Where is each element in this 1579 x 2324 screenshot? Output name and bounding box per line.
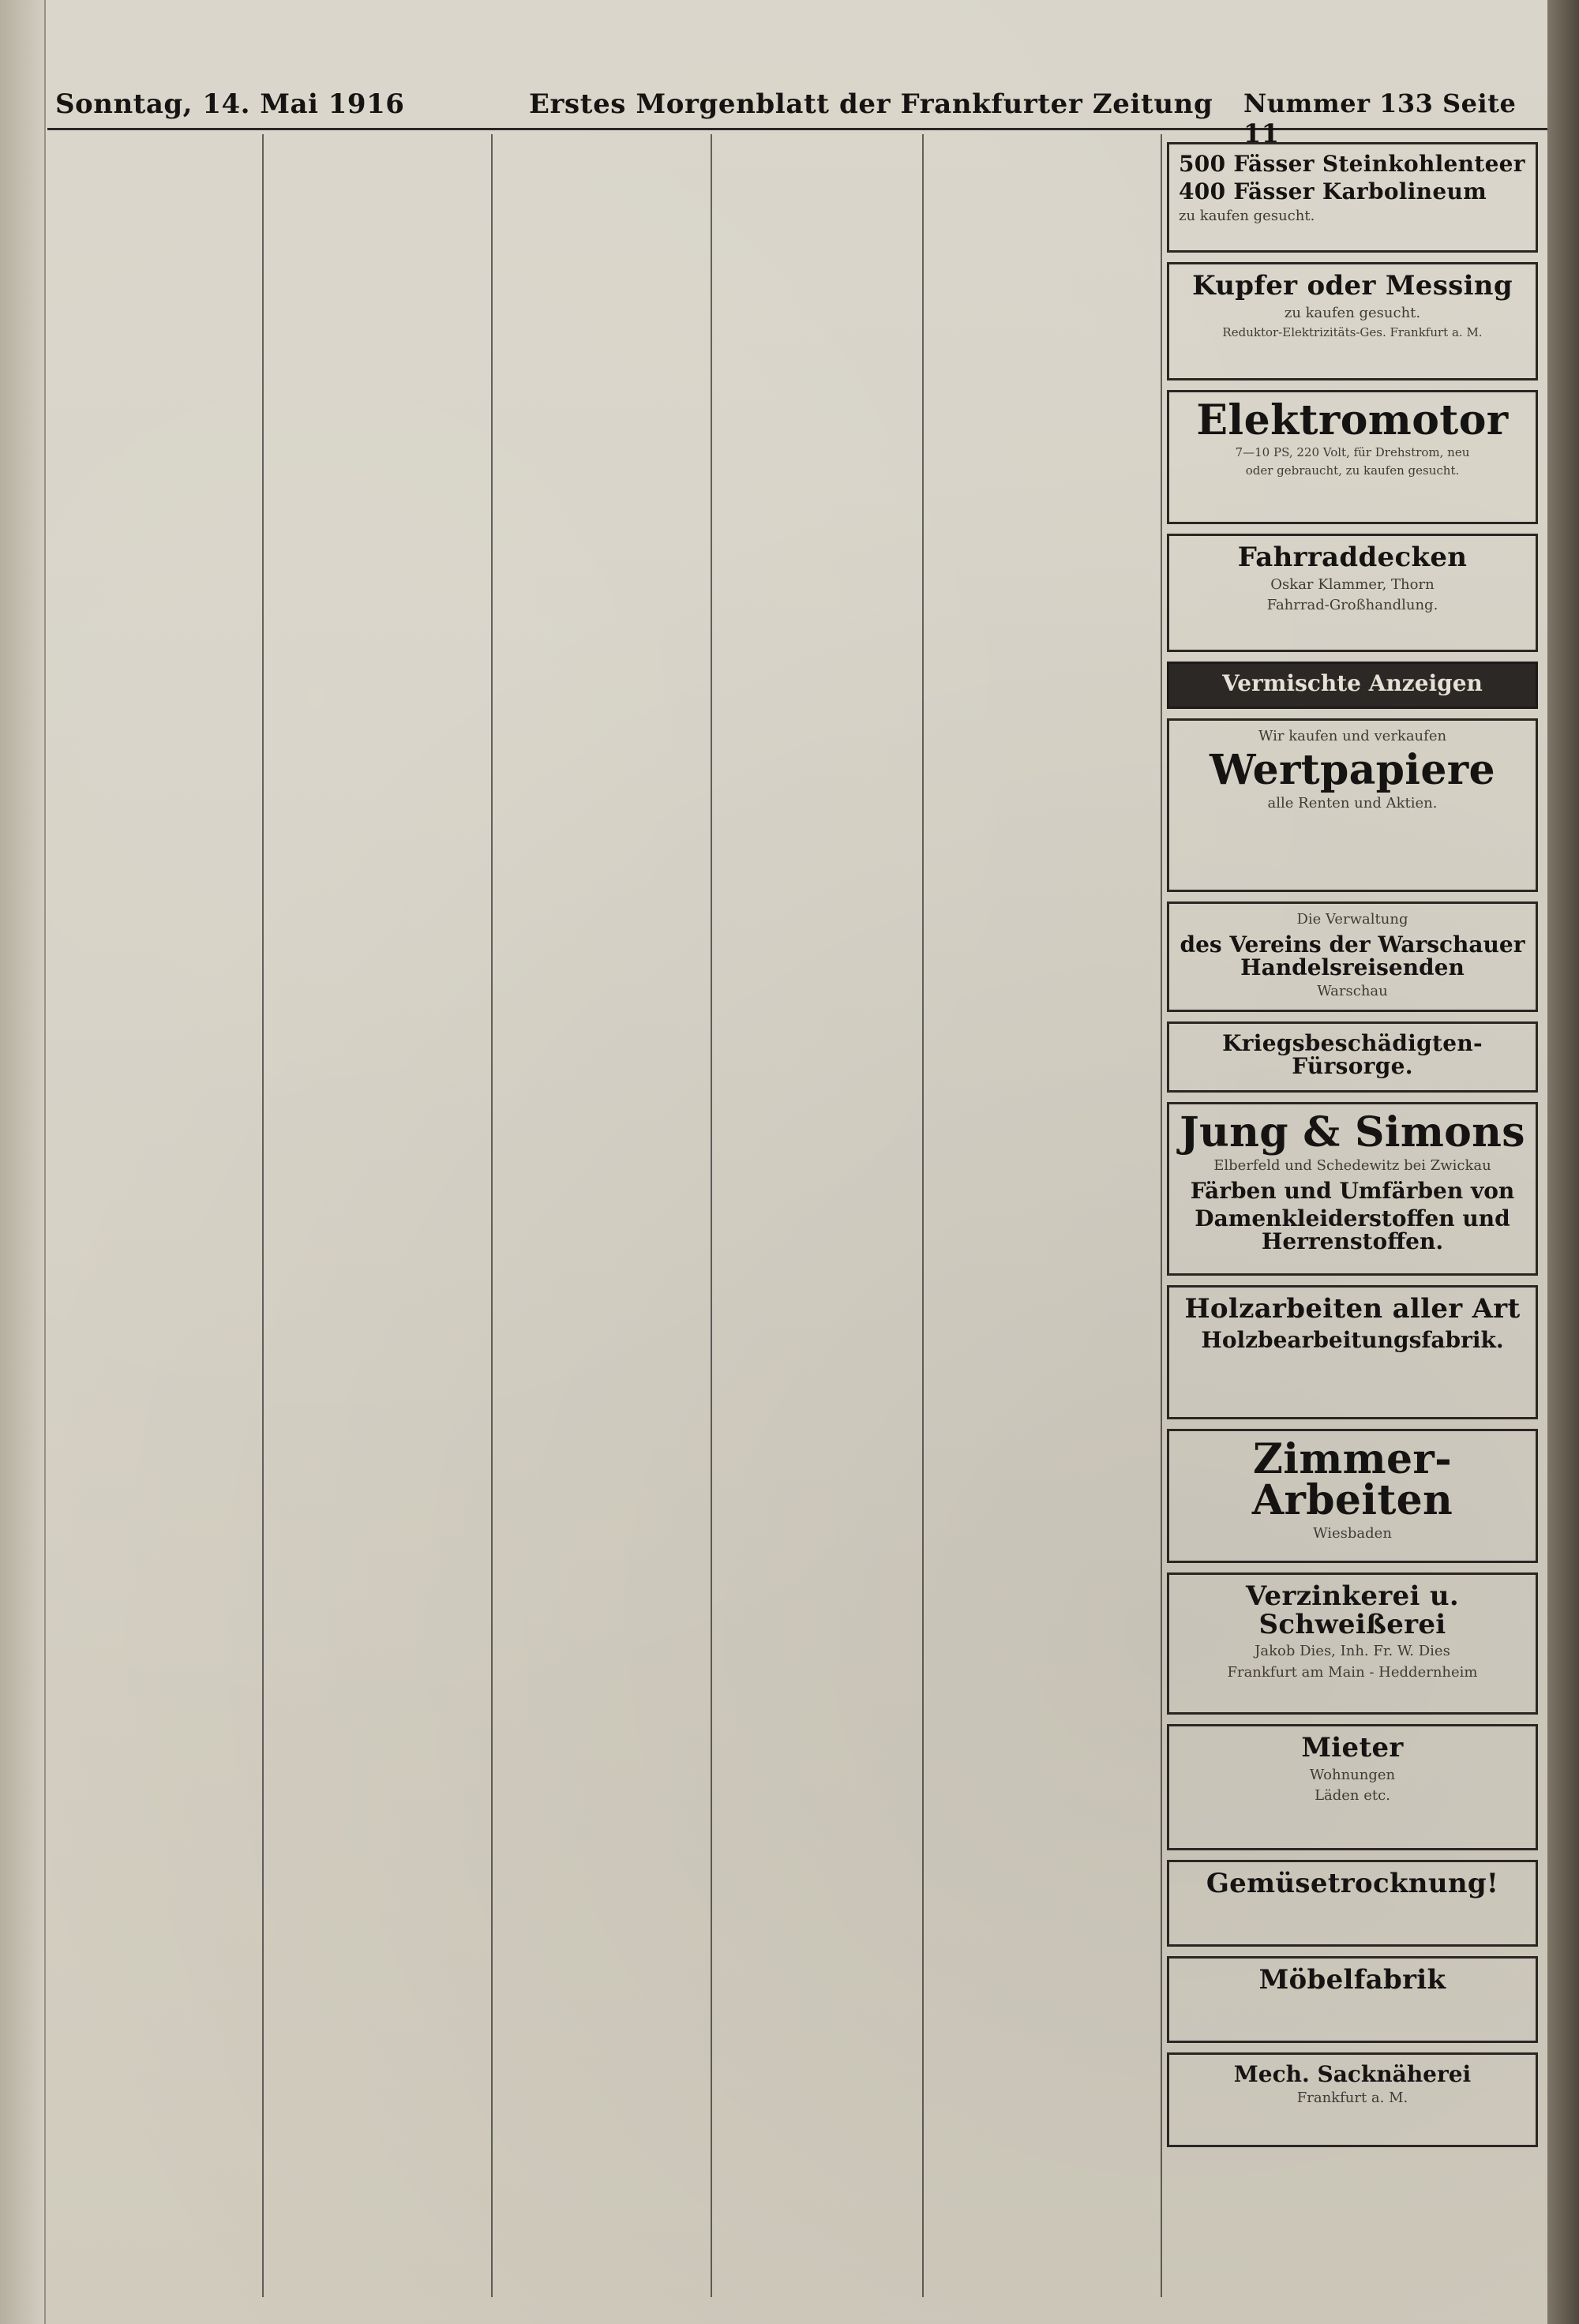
ad-line: Reduktor-Elektrizitäts-Ges. Frankfurt a. M. [1222, 325, 1483, 340]
ad-line: Oskar Klammer, Thorn [1270, 575, 1435, 593]
ad-moebelfabrik [1167, 1956, 1538, 2043]
header-issue: Nummer 133 Seite 11 [1243, 88, 1517, 148]
ad-line: Gemüsetrocknung! [1206, 1868, 1499, 1899]
ad-line: Kriegsbeschädigten-Fürsorge. [1222, 1030, 1483, 1080]
ad-line: Möbelfabrik [1258, 1964, 1446, 1996]
ad-line: Holzbearbeitungsfabrik. [1201, 1326, 1504, 1353]
ad-zimmer-arbeiten [1167, 1429, 1538, 1563]
ad-line: 7—10 PS, 220 Volt, für Drehstrom, neu [1235, 445, 1470, 459]
ad-line: 400 Fässer Karbolineum [1179, 178, 1487, 205]
ad-wertpapiere [1167, 718, 1538, 892]
ad-kupfer-messing [1167, 262, 1538, 380]
ad-warschauer [1167, 901, 1538, 1012]
section-header [1167, 662, 1538, 709]
ad-line: 500 Fässer Steinkohlenteer [1179, 151, 1525, 177]
ad-line: Zimmer-Arbeiten [1251, 1435, 1453, 1524]
ad-line: Elberfeld und Schedewitz bei Zwickau [1213, 1157, 1491, 1174]
ad-line: alle Renten und Aktien. [1267, 794, 1438, 812]
ad-line: Jakob Dies, Inh. Fr. W. Dies [1255, 1643, 1450, 1660]
ad-line: Wertpapiere [1210, 745, 1495, 794]
ad-mech-sacknaeherei [1167, 2052, 1538, 2147]
ad-line: oder gebraucht, zu kaufen gesucht. [1245, 463, 1460, 478]
ad-line: Damenkleiderstoffen und Herrenstoffen. [1195, 1205, 1510, 1255]
header-date: Sonntag, 14. Mai 1916 [55, 88, 405, 120]
ad-line: des Vereins der Warschauer Handelsreisenden [1180, 931, 1525, 981]
column-rule [491, 134, 493, 2297]
page-edge [1547, 0, 1579, 2324]
section-title: Vermischte Anzeigen [1222, 670, 1483, 696]
ad-line: Frankfurt a. M. [1296, 2090, 1408, 2107]
ad-line: Verzinkerei u. Schweißerei [1246, 1580, 1459, 1640]
ad-jung-simons [1167, 1102, 1538, 1276]
ad-line: zu kaufen gesucht. [1284, 304, 1421, 321]
ad-line: Fahrrad-Großhandlung. [1266, 597, 1438, 614]
ad-line: Holzarbeiten aller Art [1184, 1293, 1521, 1325]
ad-line: Kupfer oder Messing [1192, 270, 1513, 302]
ad-line: Läden etc. [1315, 1787, 1390, 1805]
ad-line: Wiesbaden [1313, 1525, 1392, 1542]
ad-line: Mech. Sacknäherei [1233, 2061, 1472, 2087]
ad-kriegsbeschaedigten [1167, 1021, 1538, 1093]
ad-mieter [1167, 1724, 1538, 1850]
previous-page-strip [0, 0, 46, 2324]
ad-line: Warschau [1317, 983, 1388, 1000]
ad-holzarbeiten [1167, 1285, 1538, 1419]
ad-line: Wohnungen [1309, 1766, 1396, 1783]
ad-fahrraddecken [1167, 534, 1538, 652]
right-column [1167, 142, 1544, 2297]
header-title: Erstes Morgenblatt der Frankfurter Zeitung [529, 88, 1213, 120]
page-header [47, 73, 1547, 148]
ad-line: zu kaufen gesucht. [1179, 207, 1315, 224]
ad-line: Wir kaufen und verkaufen [1258, 728, 1447, 744]
ad-line: Die Verwaltung [1296, 911, 1408, 928]
ad-elektromotor [1167, 390, 1538, 524]
ad-steinkohlenteer [1167, 142, 1538, 253]
ad-line: Fahrraddecken [1237, 542, 1468, 573]
ad-line: Elektromotor [1196, 396, 1509, 444]
ad-line: Jung & Simons [1180, 1108, 1525, 1156]
ad-line: Mieter [1301, 1732, 1404, 1764]
column-rule [922, 134, 924, 2297]
column-rule [1161, 134, 1162, 2297]
ad-line: Färben und Umfärben von [1190, 1177, 1515, 1204]
ad-verzinkerei [1167, 1572, 1538, 1715]
column-rule [262, 134, 264, 2297]
ad-gemuese [1167, 1860, 1538, 1947]
ad-line: Frankfurt am Main - Heddernheim [1227, 1664, 1478, 1681]
column-rule [711, 134, 712, 2297]
